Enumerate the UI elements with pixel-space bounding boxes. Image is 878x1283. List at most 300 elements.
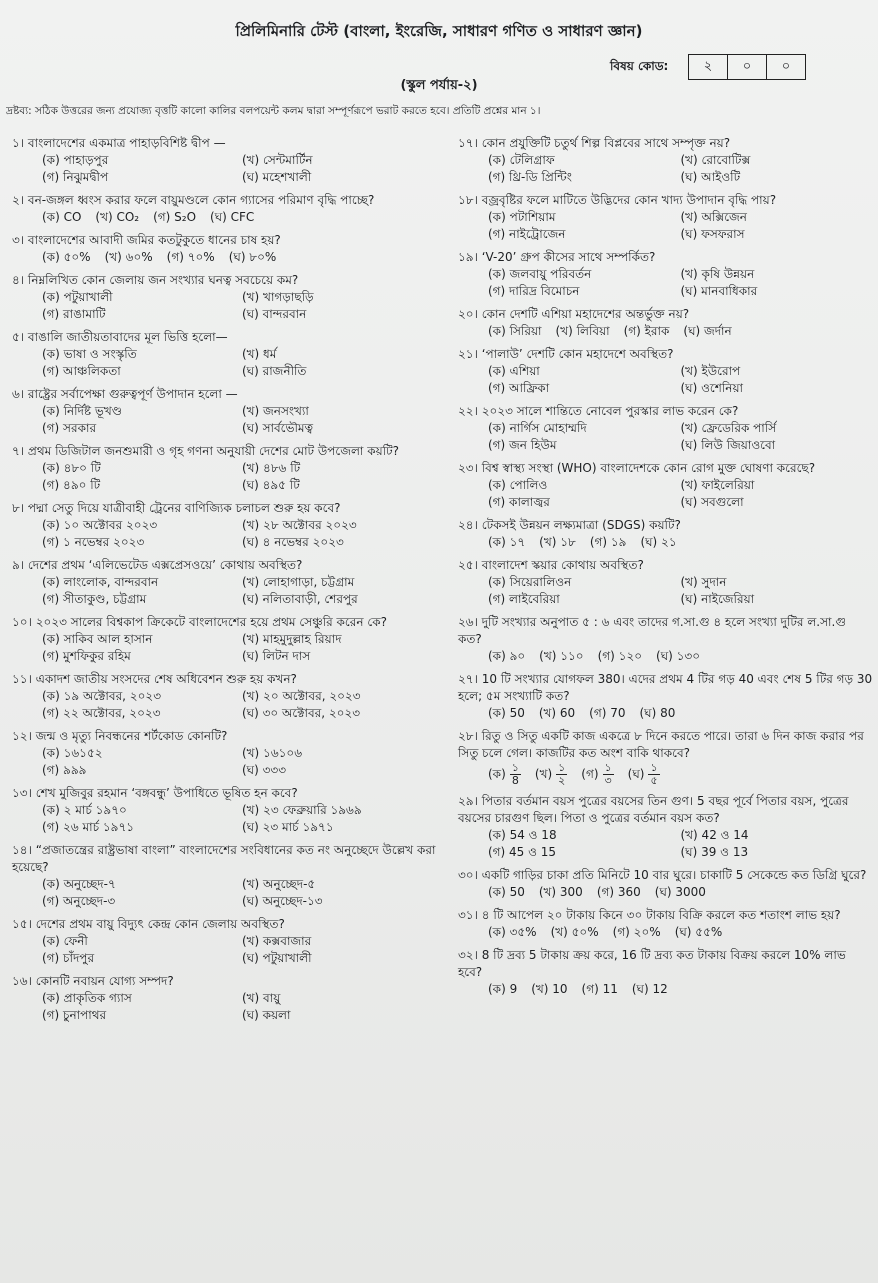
answer-option: (ঘ) ২১ xyxy=(640,535,677,549)
question-number: ২০। xyxy=(458,307,478,321)
question-body: একাদশ জাতীয় সংসদের শেষ অধিবেশন শুরু হয় কখন? xyxy=(35,672,297,686)
fraction xyxy=(648,762,659,787)
answer-option xyxy=(488,762,521,787)
answer-option: (খ) ৪৮৬ টি xyxy=(242,461,301,475)
question-item xyxy=(12,135,442,186)
answer-option: (ক) ২ মার্চ ১৯৭০ xyxy=(42,803,127,817)
answer-option: (খ) ১৬১০৬ xyxy=(242,746,303,760)
option-list xyxy=(12,876,442,910)
answer-option: (ঘ) CFC xyxy=(210,210,255,224)
instruction-text: দ্রষ্টব্য: সঠিক উত্তরের জন্য প্রযোজ্য বৃত্তটি কালো কালির বলপয়েন্ট কলম দ্বারা সম্পূর্ণরূপে ভরাট করতে হবে। প্রতিটি প্রশ্নের মান ১। xyxy=(6,105,541,117)
answer-option: (ঘ) 12 xyxy=(631,982,668,996)
question-text xyxy=(458,557,873,574)
option-list xyxy=(12,346,442,380)
question-text xyxy=(458,728,873,762)
fraction-denominator: ৫ xyxy=(650,774,658,787)
question-number: ২৫। xyxy=(458,558,478,572)
answer-option: (ঘ) 39 ও 13 xyxy=(680,845,749,859)
question-body: বন-জঙ্গল ধ্বংস করার ফলে বায়ুমণ্ডলে কোন গ্যাসের পরিমাণ বৃদ্ধি পাচ্ছে? xyxy=(27,193,375,207)
question-item xyxy=(458,403,873,454)
answer-option: (খ) লিবিয়া xyxy=(555,324,610,338)
option-list xyxy=(12,990,442,1024)
option-list xyxy=(458,363,873,397)
answer-option xyxy=(535,762,567,787)
question-text xyxy=(12,443,442,460)
question-text xyxy=(12,557,442,574)
option-list xyxy=(458,705,873,722)
question-number: ১২। xyxy=(12,729,32,743)
answer-option: (খ) সেন্টমার্টিন xyxy=(242,153,313,167)
answer-option: (ঘ) 80 xyxy=(639,706,676,720)
answer-option: (ক) পটুয়াখালী xyxy=(42,290,113,304)
answer-option: (ঘ) আইওটি xyxy=(680,170,741,184)
option-list xyxy=(12,574,442,608)
fraction-numerator: ১ xyxy=(650,761,658,774)
option-list xyxy=(12,688,442,722)
answer-option xyxy=(581,762,613,787)
question-text xyxy=(12,916,442,933)
answer-option: (গ) S₂O xyxy=(153,210,197,224)
question-item xyxy=(458,557,873,608)
question-item xyxy=(12,443,442,494)
fraction xyxy=(603,762,614,787)
answer-option: (ক) ভাষা ও সংস্কৃতি xyxy=(42,347,137,361)
question-body: বিশ্ব স্বাস্থ্য সংস্থা (WHO) বাংলাদেশকে কোন রোগ মুক্ত ঘোষণা করেছে? xyxy=(481,461,816,475)
question-text xyxy=(458,947,873,981)
answer-option: (ঘ) মানবাধিকার xyxy=(680,284,758,298)
question-number: ৩২। xyxy=(458,948,478,962)
option-list xyxy=(12,403,442,437)
answer-option: (ক) প্রাকৃতিক গ্যাস xyxy=(42,991,132,1005)
answer-option: (গ) লাইবেরিয়া xyxy=(488,592,560,606)
answer-option: (গ) অনুচ্ছেদ-৩ xyxy=(42,894,116,908)
answer-option: (ক) ১৬১৫২ xyxy=(42,746,103,760)
answer-option: (ঘ) পটুয়াখালী xyxy=(242,951,312,965)
question-item xyxy=(12,500,442,551)
answer-option: (গ) 360 xyxy=(596,885,641,899)
question-body: রাষ্ট্রের সর্বাপেক্ষা গুরুত্বপূর্ণ উপাদান হলো — xyxy=(27,387,238,401)
question-body: পিতার বর্তমান বয়স পুত্রের বয়সের তিন গুণ। 5 বছর পূর্বে পিতার বয়স, পুত্রের বয়সের চারগুণ ছিল। পিতা ও পুত্রের বর্তমান বয়স কত? xyxy=(458,794,849,825)
question-number: ৬। xyxy=(12,387,25,401)
question-item xyxy=(12,192,442,226)
answer-option: (খ) কক্সবাজার xyxy=(242,934,312,948)
question-number: ২৩। xyxy=(458,461,478,475)
answer-option: (গ) ২২ অক্টোবর, ২০২৩ xyxy=(42,706,161,720)
option-list xyxy=(12,289,442,323)
question-number: ২৬। xyxy=(458,615,478,629)
answer-option: (খ) সুদান xyxy=(680,575,727,589)
question-text xyxy=(458,671,873,705)
question-body: বাংলাদেশের আবাদী জমির কতটুকুতে ধানের চাষ হয়? xyxy=(27,233,281,247)
question-item xyxy=(12,785,442,836)
answer-option: (গ) আফ্রিকা xyxy=(488,381,550,395)
left-question-column xyxy=(12,135,442,1030)
question-item xyxy=(458,671,873,722)
question-text xyxy=(12,135,442,152)
answer-option: (ঘ) ২৩ মার্চ ১৯৭১ xyxy=(242,820,334,834)
option-list xyxy=(12,460,442,494)
question-body: কোন প্রযুক্তিটি চতুর্থ শিল্প বিপ্লবের সাথে সম্পৃক্ত নয়? xyxy=(481,136,731,150)
question-number: ৮। xyxy=(12,501,25,515)
question-number: ১৩। xyxy=(12,786,32,800)
answer-option: (ঘ) ১৩০ xyxy=(656,649,701,663)
answer-option: (খ) ১৮ xyxy=(539,535,576,549)
answer-option: (ঘ) লিউ জিয়াওবো xyxy=(680,438,776,452)
answer-option: (গ) 45 ও 15 xyxy=(488,845,557,859)
question-text xyxy=(12,671,442,688)
option-list xyxy=(458,574,873,608)
answer-option: (খ) 42 ও 14 xyxy=(680,828,749,842)
option-label: (খ) xyxy=(534,767,553,781)
question-number: ২৭। xyxy=(458,672,478,686)
question-item xyxy=(458,728,873,787)
answer-option: (গ) ২০% xyxy=(612,925,661,939)
question-text xyxy=(458,517,873,534)
answer-option: (গ) ইরাক xyxy=(623,324,670,338)
answer-option: (গ) ৭০% xyxy=(166,250,215,264)
question-number: ৯। xyxy=(12,558,25,572)
option-list xyxy=(458,827,873,861)
answer-option: (ঘ) বান্দরবান xyxy=(242,307,307,321)
answer-option: (ক) নার্গিস মোহাম্মদি xyxy=(488,421,587,435)
question-number: ২৮। xyxy=(458,729,478,743)
option-label: (ঘ) xyxy=(627,767,645,781)
question-text xyxy=(12,386,442,403)
question-text xyxy=(458,793,873,827)
answer-option: (ঘ) জর্দান xyxy=(683,324,732,338)
question-item xyxy=(12,386,442,437)
answer-option: (খ) ৬০% xyxy=(104,250,153,264)
answer-option: (গ) ১২০ xyxy=(597,649,643,663)
question-body: দেশের প্রথম ‘এলিভেটেড এক্সপ্রেসওয়ে’ কোথায় অবস্থিত? xyxy=(27,558,303,572)
option-list xyxy=(12,802,442,836)
answer-option: (খ) খাগড়াছড়ি xyxy=(242,290,314,304)
answer-option: (খ) 60 xyxy=(538,706,576,720)
answer-option: (খ) ২৮ অক্টোবর ২০২৩ xyxy=(242,518,357,532)
fraction-numerator: ১ xyxy=(604,761,612,774)
answer-option: (ঘ) 3000 xyxy=(654,885,706,899)
answer-option: (ক) অনুচ্ছেদ-৭ xyxy=(42,877,116,891)
answer-option: (গ) ৯৯৯ xyxy=(42,763,87,777)
option-list xyxy=(458,323,873,340)
fraction-denominator: ২ xyxy=(558,774,566,787)
question-body: দুটি সংখ্যার অনুপাত ৫ : ৬ এবং তাদের গ.সা.গু ৪ হলে সংখ্যা দুটির ল.সা.গু কত? xyxy=(458,615,846,646)
question-item xyxy=(458,306,873,340)
question-text xyxy=(12,500,442,517)
answer-option: (ঘ) অনুচ্ছেদ-১৩ xyxy=(242,894,323,908)
question-text xyxy=(458,306,873,323)
answer-option: (গ) ১ নভেম্বর ২০২৩ xyxy=(42,535,145,549)
option-list xyxy=(458,648,873,665)
option-list xyxy=(458,924,873,941)
answer-option: (ক) পাহাড়পুর xyxy=(42,153,109,167)
question-item xyxy=(12,232,442,266)
question-text xyxy=(12,973,442,990)
question-body: প্রথম ডিজিটাল জনশুমারী ও গৃহ গণনা অনুযায়ী দেশের মোট উপজেলা কয়টি? xyxy=(27,444,399,458)
question-body: 8 টি দ্রব্য 5 টাকায় ক্রয় করে, 16 টি দ্রব্য কত টাকায় বিক্রয় করলে 10% লাভ হবে? xyxy=(458,948,846,979)
question-text xyxy=(12,614,442,631)
answer-option: (ঘ) ৩০ অক্টোবর, ২০২৩ xyxy=(242,706,361,720)
answer-option: (গ) মুশফিকুর রহিম xyxy=(42,649,131,663)
question-text xyxy=(458,907,873,924)
question-item xyxy=(12,272,442,323)
question-number: ১৪। xyxy=(12,843,32,857)
option-list xyxy=(458,477,873,511)
option-list xyxy=(458,534,873,551)
question-number: ৩। xyxy=(12,233,25,247)
answer-option: (ঘ) ৪ নভেম্বর ২০২৩ xyxy=(242,535,344,549)
answer-option: (খ) ফাইলেরিয়া xyxy=(680,478,755,492)
answer-option: (ক) 50 xyxy=(488,885,525,899)
question-body: শেখ মুজিবুর রহমান ‘বঙ্গবন্ধু’ উপাধিতে ভূষিত হন কবে? xyxy=(35,786,298,800)
answer-option: (গ) সরকার xyxy=(42,421,97,435)
fraction-numerator: ১ xyxy=(558,761,566,774)
question-text xyxy=(12,192,442,209)
fraction xyxy=(510,762,521,787)
answer-option: (ক) পোলিও xyxy=(488,478,548,492)
answer-option: (খ) CO₂ xyxy=(95,210,140,224)
option-list xyxy=(12,631,442,665)
answer-option: (ক) টেলিগ্রাফ xyxy=(488,153,555,167)
question-text xyxy=(458,135,873,152)
answer-option: (গ) রাঙামাটি xyxy=(42,307,106,321)
answer-option: (ক) সিরিয়া xyxy=(488,324,542,338)
question-item xyxy=(458,793,873,861)
question-item xyxy=(458,249,873,300)
question-text xyxy=(458,249,873,266)
answer-option: (ঘ) লিটন দাস xyxy=(242,649,311,663)
answer-option: (ক) 50 xyxy=(488,706,525,720)
answer-option: (ক) জলবায়ু পরিবর্তন xyxy=(488,267,592,281)
question-item xyxy=(12,329,442,380)
answer-option: (ঘ) সার্বভৌমত্ব xyxy=(242,421,314,435)
question-number: ১৬। xyxy=(12,974,32,988)
answer-option: (ক) সাকিব আল হাসান xyxy=(42,632,153,646)
question-number: ৪। xyxy=(12,273,25,287)
answer-option: (ক) লাংলোক, বান্দরবান xyxy=(42,575,159,589)
answer-option: (খ) 300 xyxy=(538,885,583,899)
question-body: “প্রজাতন্ত্রের রাষ্ট্রভাষা বাংলা” বাংলাদেশের সংবিধানের কত নং অনুচ্ছেদে উল্লেখ করা হয়েছে? xyxy=(12,843,436,874)
answer-option: (খ) মাহমুদুল্লাহ রিয়াদ xyxy=(242,632,342,646)
level-label: (স্কুল পর্যায়-২) xyxy=(400,78,478,93)
option-list xyxy=(458,884,873,901)
option-list xyxy=(12,249,442,266)
answer-option: (ঘ) ৮০% xyxy=(228,250,277,264)
answer-option: (গ) 11 xyxy=(581,982,618,996)
answer-option: (খ) অনুচ্ছেদ-৫ xyxy=(242,877,316,891)
question-body: একটি গাড়ির চাকা প্রতি মিনিটে 10 বার ঘুরে। চাকাটি 5 সেকেন্ডে কত ডিগ্রি ঘুরে? xyxy=(481,868,867,882)
question-number: ২৪। xyxy=(458,518,478,532)
question-number: ১৮। xyxy=(458,193,478,207)
answer-option: (গ) থ্রি-ডি প্রিন্টিং xyxy=(488,170,572,184)
answer-option: (গ) নিঝুমদ্বীপ xyxy=(42,170,109,184)
answer-option: (ক) CO xyxy=(42,210,82,224)
answer-option: (গ) চুনাপাথর xyxy=(42,1008,107,1022)
answer-option: (ঘ) নলিতাবাড়ী, শেরপুর xyxy=(242,592,358,606)
question-body: টেকসই উন্নয়ন লক্ষ্যমাত্রা (SDGS) কয়টি? xyxy=(481,518,681,532)
answer-option: (গ) চাঁদপুর xyxy=(42,951,95,965)
subject-code-digit: ২ xyxy=(689,55,728,79)
answer-option: (ঘ) ৫৫% xyxy=(674,925,723,939)
question-body: কোনটি নবায়ন যোগ্য সম্পদ? xyxy=(35,974,174,988)
option-list xyxy=(458,981,873,998)
question-item xyxy=(458,460,873,511)
answer-option: (খ) 10 xyxy=(531,982,568,996)
question-text xyxy=(12,785,442,802)
answer-option: (ক) ৩৫% xyxy=(488,925,537,939)
answer-option: (খ) ২০ অক্টোবর, ২০২৩ xyxy=(242,689,361,703)
option-list xyxy=(12,517,442,551)
subject-code-digit: ০ xyxy=(781,58,791,74)
answer-option: (ক) পটাশিয়াম xyxy=(488,210,556,224)
answer-option: (ঘ) ওশেনিয়া xyxy=(680,381,743,395)
question-text xyxy=(458,867,873,884)
question-body: নিম্নলিখিত কোন জেলায় জন সংখ্যার ঘনত্ব সবচেয়ে কম? xyxy=(27,273,299,287)
subject-code-digit: ০ xyxy=(728,55,767,79)
question-text xyxy=(12,272,442,289)
answer-option: (ক) 54 ও 18 xyxy=(488,828,557,842)
answer-option: (ক) ১০ অক্টোবর ২০২৩ xyxy=(42,518,158,532)
answer-option: (ক) এশিয়া xyxy=(488,364,540,378)
question-body: পদ্মা সেতু দিয়ে যাত্রীবাহী ট্রেনের বাণিজ্যিক চলাচল শুরু হয় কবে? xyxy=(27,501,341,515)
option-list xyxy=(458,420,873,454)
answer-option: (ক) ৫০% xyxy=(42,250,91,264)
answer-option: (ক) ৪৮০ টি xyxy=(42,461,101,475)
answer-option: (ক) নির্দিষ্ট ভূখণ্ড xyxy=(42,404,122,418)
option-list xyxy=(458,209,873,243)
question-body: বজ্রবৃষ্টির ফলে মাটিতে উদ্ভিদের কোন খাদ্য উপাদান বৃদ্ধি পায়? xyxy=(481,193,777,207)
question-item xyxy=(458,907,873,941)
answer-option: (গ) 70 xyxy=(589,706,626,720)
answer-option: (গ) ১৯ xyxy=(589,535,627,549)
answer-option: (ঘ) ফসফরাস xyxy=(680,227,745,241)
answer-option xyxy=(628,762,660,787)
option-list xyxy=(12,152,442,186)
question-number: ১১। xyxy=(12,672,32,686)
fraction-numerator: ১ xyxy=(511,761,519,774)
answer-option: (ক) সিয়েরালিওন xyxy=(488,575,572,589)
answer-option: (খ) ২৩ ফেব্রুয়ারি ১৯৬৯ xyxy=(242,803,362,817)
answer-option: (খ) ধর্ম xyxy=(242,347,277,361)
question-body: রিতু ও সিতু একটি কাজ একত্রে ৮ দিনে করতে পারে। তারা ৬ দিন কাজ করার পর সিতু চলে গেল। কাজটির কত অংশ বাকি থাকবে? xyxy=(458,729,864,760)
question-number: ২২। xyxy=(458,404,478,418)
question-item xyxy=(12,557,442,608)
question-text xyxy=(458,614,873,648)
question-body: কোন দেশটি এশিয়া মহাদেশের অন্তর্ভুক্ত নয়? xyxy=(481,307,690,321)
question-item xyxy=(458,947,873,998)
question-body: জন্ম ও মৃত্যু নিবন্ধনের শর্টকোড কোনটি? xyxy=(35,729,228,743)
right-question-column xyxy=(458,135,873,1004)
answer-option: (গ) জন হিউম xyxy=(488,438,557,452)
answer-option: (ঘ) কয়লা xyxy=(242,1008,291,1022)
question-number: ১৯। xyxy=(458,250,478,264)
answer-option: (ক) ফেনী xyxy=(42,934,88,948)
question-text xyxy=(458,346,873,363)
question-body: দেশের প্রথম বায়ু বিদ্যুৎ কেন্দ্র কোন জেলায় অবস্থিত? xyxy=(35,917,285,931)
question-text xyxy=(12,728,442,745)
answer-option: (খ) রোবোটিক্স xyxy=(680,153,751,167)
question-body: বাঙালি জাতীয়তাবাদের মূল ভিত্তি হলো— xyxy=(27,330,228,344)
answer-option: (গ) দারিদ্র বিমোচন xyxy=(488,284,580,298)
question-item xyxy=(12,973,442,1024)
question-item xyxy=(12,671,442,722)
answer-option: (ক) ১৯ অক্টোবর, ২০২৩ xyxy=(42,689,162,703)
question-number: ৭। xyxy=(12,444,25,458)
question-text xyxy=(12,329,442,346)
page-title: প্রিলিমিনারি টেস্ট (বাংলা, ইংরেজি, সাধারণ গণিত ও সাধারণ জ্ঞান) xyxy=(235,22,643,40)
answer-option: (গ) কালাজ্বর xyxy=(488,495,550,509)
answer-option: (খ) জনসংখ্যা xyxy=(242,404,309,418)
answer-option: (ক) 9 xyxy=(488,982,518,996)
answer-option: (খ) ফ্রেডেরিক পার্সি xyxy=(680,421,777,435)
option-list xyxy=(458,266,873,300)
question-body: ২০২৩ সালে শান্তিতে নোবেল পুরস্কার লাভ করেন কে? xyxy=(481,404,739,418)
option-list xyxy=(458,152,873,186)
question-number: ২৯। xyxy=(458,794,478,808)
question-item xyxy=(12,728,442,779)
answer-option: (খ) ১১০ xyxy=(539,649,584,663)
question-body: 10 টি সংখ্যার যোগফল 380। এদের প্রথম 4 টির গড় 40 এবং শেষ 5 টির গড় 30 হলে; ৫ম সংখ্যাটি কত? xyxy=(458,672,873,703)
answer-option: (খ) অক্সিজেন xyxy=(680,210,747,224)
question-item xyxy=(12,916,442,967)
option-list xyxy=(458,762,873,787)
question-item xyxy=(458,517,873,551)
question-text xyxy=(458,403,873,420)
fraction-denominator: ৩ xyxy=(604,774,612,787)
question-text xyxy=(12,232,442,249)
question-number: ১৭। xyxy=(458,136,478,150)
question-number: ৩১। xyxy=(458,908,478,922)
answer-option: (গ) সীতাকুণ্ড, চট্টগ্রাম xyxy=(42,592,147,606)
answer-option: (খ) ইউরোপ xyxy=(680,364,741,378)
question-number: ৫। xyxy=(12,330,25,344)
option-list xyxy=(12,209,442,226)
question-number: ২। xyxy=(12,193,25,207)
answer-option: (খ) লোহাগাড়া, চট্টগ্রাম xyxy=(242,575,355,589)
answer-option: (খ) বায়ু xyxy=(242,991,281,1005)
question-body: বাংলাদেশের একমাত্র পাহাড়বিশিষ্ট দ্বীপ — xyxy=(27,136,226,150)
answer-option: (গ) ৪৯০ টি xyxy=(42,478,101,492)
answer-option: (গ) নাইট্রোজেন xyxy=(488,227,566,241)
question-body: ২০২৩ সালের বিশ্বকাপ ক্রিকেটে বাংলাদেশের হয়ে প্রথম সেঞ্চুরি করেন কে? xyxy=(35,615,387,629)
question-number: ১০। xyxy=(12,615,32,629)
fraction xyxy=(556,762,567,787)
answer-option: (গ) আঞ্চলিকতা xyxy=(42,364,121,378)
answer-option: (খ) ৫০% xyxy=(550,925,599,939)
answer-option: (গ) ২৬ মার্চ ১৯৭১ xyxy=(42,820,135,834)
question-number: ১৫। xyxy=(12,917,32,931)
question-number: ৩০। xyxy=(458,868,478,882)
answer-option: (খ) কৃষি উন্নয়ন xyxy=(680,267,755,281)
option-list xyxy=(12,933,442,967)
question-item xyxy=(458,135,873,186)
answer-option: (ঘ) ৩৩৩ xyxy=(242,763,286,777)
option-label: (গ) xyxy=(581,767,599,781)
question-body: ‘V-20’ গ্রুপ কীসের সাথে সম্পর্কিত? xyxy=(481,250,656,264)
question-body: ‘পালাউ’ দেশটি কোন মহাদেশে অবস্থিত? xyxy=(481,347,674,361)
question-text xyxy=(458,192,873,209)
fraction-denominator: 8 xyxy=(511,774,519,787)
question-item xyxy=(12,842,442,910)
question-body: বাংলাদেশ স্কয়ার কোথায় অবস্থিত? xyxy=(481,558,644,572)
answer-option: (ঘ) ৪৯৫ টি xyxy=(242,478,300,492)
answer-option: (ক) ৯০ xyxy=(488,649,526,663)
question-item xyxy=(12,614,442,665)
question-text xyxy=(12,842,442,876)
option-list xyxy=(12,745,442,779)
question-body: ৪ টি আপেল ২০ টাকায় কিনে ৩০ টাকায় বিক্রি করলে কত শতাংশ লাভ হয়? xyxy=(481,908,841,922)
question-item xyxy=(458,614,873,665)
